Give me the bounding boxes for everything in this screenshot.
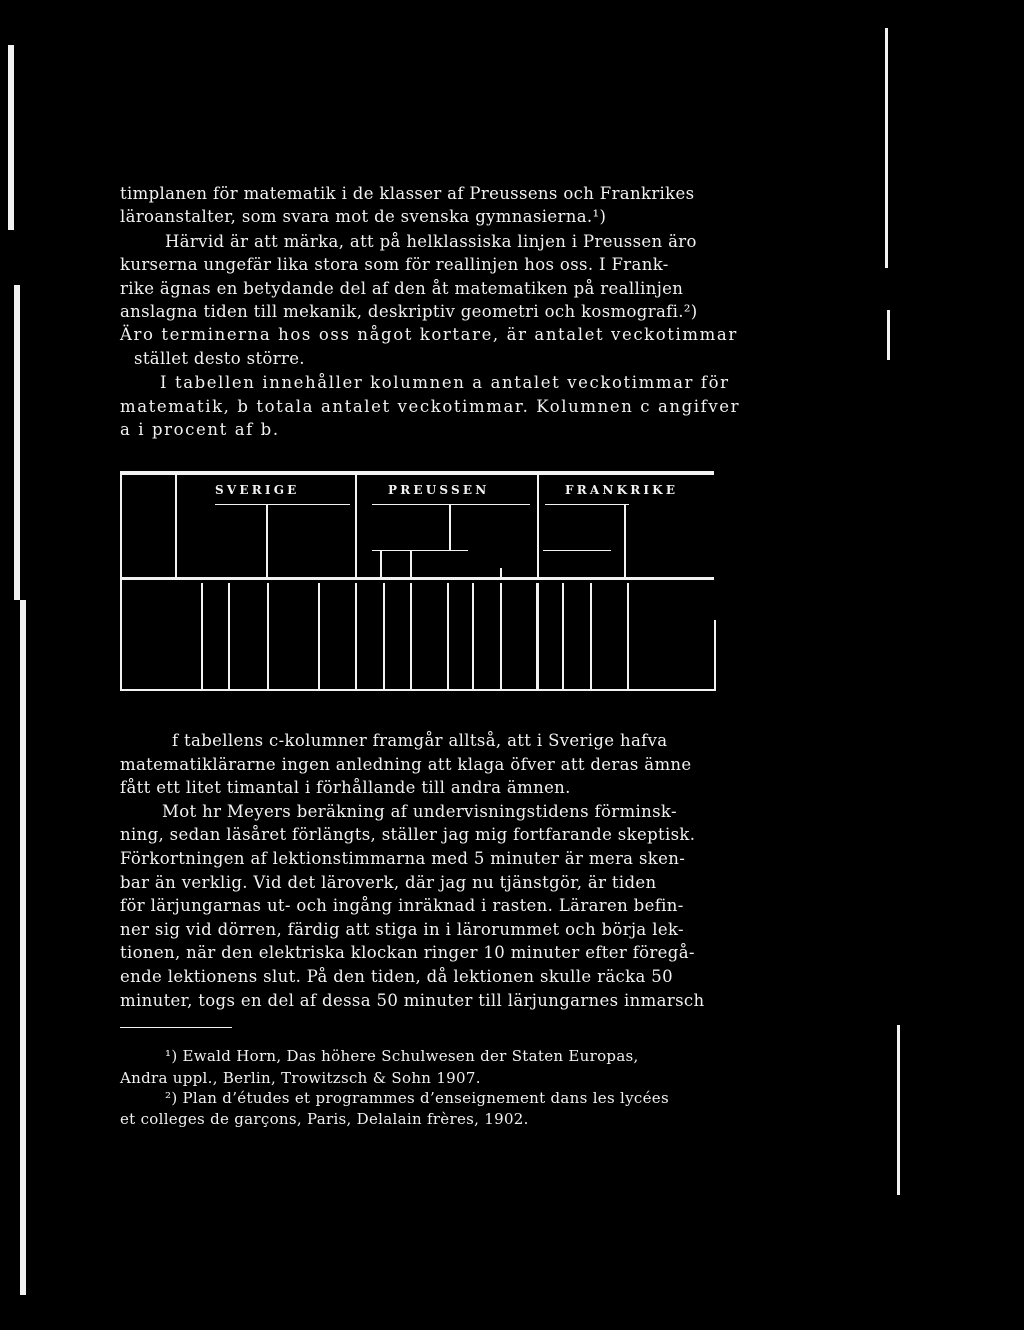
table-body-column: [627, 583, 629, 689]
text-line: Mot hr Meyers beräkning af undervisningstidens förminsk-: [162, 802, 677, 821]
table-body-column: [562, 583, 564, 689]
table-body-column: [410, 583, 412, 689]
text-line: kurserna ungefär lika stora som för reallinjen hos oss. I Frank-: [120, 255, 669, 274]
text-line: ende lektionens slut. På den tiden, då lektionen skulle räcka 50: [120, 967, 673, 986]
text-line: a i procent af b.: [120, 420, 280, 439]
footnote-line: ¹) Ewald Horn, Das höhere Schulwesen der Staten Europas,: [165, 1047, 639, 1065]
table-body-column: [201, 583, 203, 689]
text-line: fått ett litet timantal i förhållande till andra ämnen.: [120, 778, 571, 797]
footnote-line: Andra uppl., Berlin, Trowitzsch & Sohn 1907.: [120, 1069, 481, 1087]
footnote-line: ²) Plan d’études et programmes d’enseignement dans les lycées: [165, 1089, 669, 1107]
table-subheader-rule: [543, 550, 611, 551]
table-group-divider: [355, 475, 357, 580]
table-header-sverige: SVERIGE: [215, 483, 300, 497]
text-line: f tabellens c-kolumner framgår alltså, att i Sverige hafva: [172, 731, 668, 750]
text-line: anslagna tiden till mekanik, deskriptiv geometri och kosmografi.²): [120, 302, 698, 321]
footnote-line: et colleges de garçons, Paris, Delalain frères, 1902.: [120, 1110, 529, 1128]
text-line: I tabellen innehåller kolumnen a antalet veckotimmar för: [160, 373, 730, 392]
table-subheader-rule: [545, 504, 629, 505]
table-column-rule: [624, 504, 626, 578]
table-body-column: [267, 583, 269, 689]
table-group-divider: [537, 475, 539, 580]
table-column-rule: [380, 550, 382, 578]
table-subheader-rule: [215, 504, 350, 505]
table-right-border: [714, 620, 716, 691]
table-body-column: [500, 583, 502, 689]
table-header-preussen: PREUSSEN: [388, 483, 490, 497]
text-line: matematik, b totala antalet veckotimmar. Kolumnen c angifver: [120, 397, 741, 416]
text-line: timplanen för matematik i de klasser af Preussens och Frankrikes: [120, 184, 695, 203]
table-group-divider: [175, 475, 177, 580]
scan-edge-left-low: [20, 600, 26, 1295]
table-column-rule: [449, 504, 451, 550]
text-line: ner sig vid dörren, färdig att stiga in i lärorummet och börja lek-: [120, 920, 684, 939]
scan-edge-left-mid: [14, 285, 20, 600]
table-body-column: [228, 583, 230, 689]
table-top-rule: [120, 471, 714, 475]
table-left-border: [120, 471, 122, 691]
table-header-frankrike: FRANKRIKE: [565, 483, 679, 497]
table-bottom-rule: [120, 689, 716, 691]
text-line: tionen, när den elektriska klockan ringer 10 minuter efter föregå-: [120, 943, 695, 962]
text-line: minuter, togs en del af dessa 50 minuter till lärjungarnes inmarsch: [120, 991, 705, 1010]
text-line: Härvid är att märka, att på helklassiska linjen i Preussen äro: [165, 232, 697, 251]
table-column-rule: [266, 504, 268, 578]
scan-edge-left-top: [8, 45, 14, 230]
text-line: ning, sedan läsåret förlängts, ställer jag mig fortfarande skeptisk.: [120, 825, 696, 844]
text-line: läroanstalter, som svara mot de svenska gymnasierna.¹): [120, 207, 607, 226]
text-line: för lärjungarnas ut- och ingång inräknad i rasten. Läraren befin-: [120, 896, 684, 915]
table-body-column: [383, 583, 385, 689]
footnote-rule: [120, 1027, 232, 1028]
table-body-column: [590, 583, 592, 689]
table-body-column: [536, 583, 539, 689]
table-body-column: [472, 583, 474, 689]
table-subheader-rule: [372, 550, 468, 551]
text-line: stället desto större.: [134, 349, 305, 368]
text-line: rike ägnas en betydande del af den åt matematiken på reallinjen: [120, 279, 684, 298]
table-header-bottom-rule: [122, 577, 714, 580]
table-body-column: [447, 583, 449, 689]
text-line: Förkortningen af lektionstimmarna med 5 minuter är mera sken-: [120, 849, 686, 868]
scan-edge-right-low: [897, 1025, 900, 1195]
text-line: bar än verklig. Vid det läroverk, där jag nu tjänstgör, är tiden: [120, 873, 657, 892]
table-body-column: [318, 583, 320, 689]
table-subheader-rule: [372, 504, 530, 505]
table-column-rule: [410, 550, 412, 578]
scan-edge-right-mid: [887, 310, 890, 360]
text-line: Äro terminerna hos oss något kortare, är antalet veckotimmar: [120, 325, 738, 344]
table-body-column: [355, 583, 357, 689]
text-line: matematiklärarne ingen anledning att klaga öfver att deras ämne: [120, 755, 692, 774]
scan-edge-right-top: [885, 28, 888, 268]
